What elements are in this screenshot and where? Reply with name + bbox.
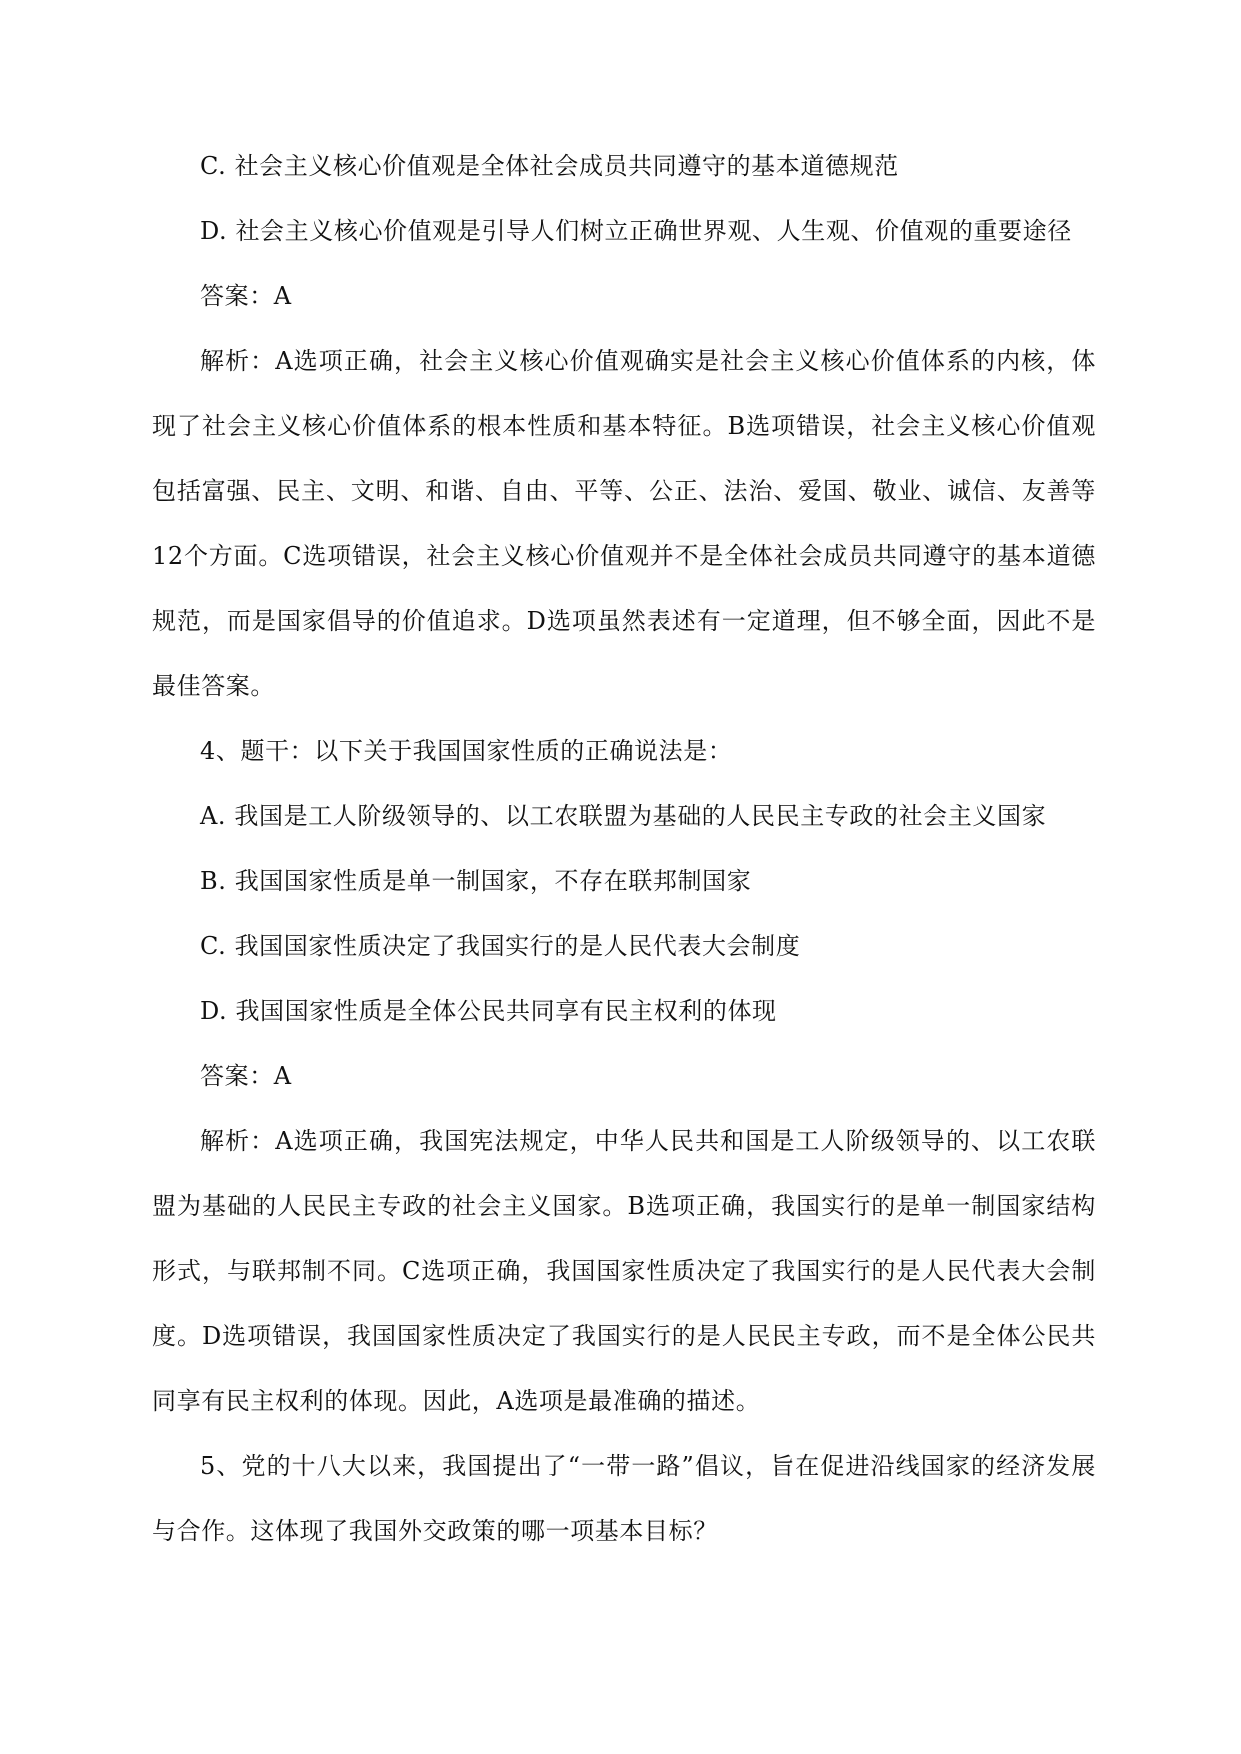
answer-q4: 答案：A — [200, 1062, 292, 1090]
option-c-q3: C. 社会主义核心价值观是全体社会成员共同遵守的基本道德规范 — [200, 152, 899, 180]
analysis-q3: 解析：A选项正确，社会主义核心价值观确实是社会主义核心价值体系的内核，体现了社会主义核心价值体系的根本性质和基本特征。B选项错误，社会主义核心价值观包括富强、民主、文明、和谐、自由、平等、公正、法治、爱国、敬业、诚信、友善等12个方面。C选项错误，社会主义核心价值观并不是全体社会成员共同遵守的基本道德规范，而是国家倡导的价值追求。D选项虽然表述有一定道理，但不够全面，因此不是最佳答案。 — [152, 347, 1096, 700]
option-c-q4: C. 我国国家性质决定了我国实行的是人民代表大会制度 — [200, 932, 801, 960]
option-d-q4: D. 我国国家性质是全体公民共同享有民主权利的体现 — [200, 997, 777, 1025]
option-b-q4: B. 我国国家性质是单一制国家，不存在联邦制国家 — [200, 867, 752, 895]
analysis-q4: 解析：A选项正确，我国宪法规定，中华人民共和国是工人阶级领导的、以工农联盟为基础的人民民主专政的社会主义国家。B选项正确，我国实行的是单一制国家结构形式，与联邦制不同。C选项正确，我国国家性质决定了我国实行的是人民代表大会制度。D选项错误，我国国家性质决定了我国实行的是人民民主专政，而不是全体公民共同享有民主权利的体现。因此，A选项是最准确的描述。 — [152, 1127, 1096, 1415]
answer-q3: 答案：A — [200, 282, 292, 310]
option-a-q4: A. 我国是工人阶级领导的、以工农联盟为基础的人民民主专政的社会主义国家 — [200, 802, 1047, 830]
question-5-stem: 5、党的十八大以来，我国提出了“一带一路”倡议，旨在促进沿线国家的经济发展与合作。这体现了我国外交政策的哪一项基本目标？ — [152, 1452, 1096, 1545]
document-body — [152, 134, 1096, 1564]
question-4-stem: 4、题干：以下关于我国国家性质的正确说法是： — [200, 737, 733, 765]
option-d-q3: D. 社会主义核心价值观是引导人们树立正确世界观、人生观、价值观的重要途径 — [200, 217, 1072, 245]
